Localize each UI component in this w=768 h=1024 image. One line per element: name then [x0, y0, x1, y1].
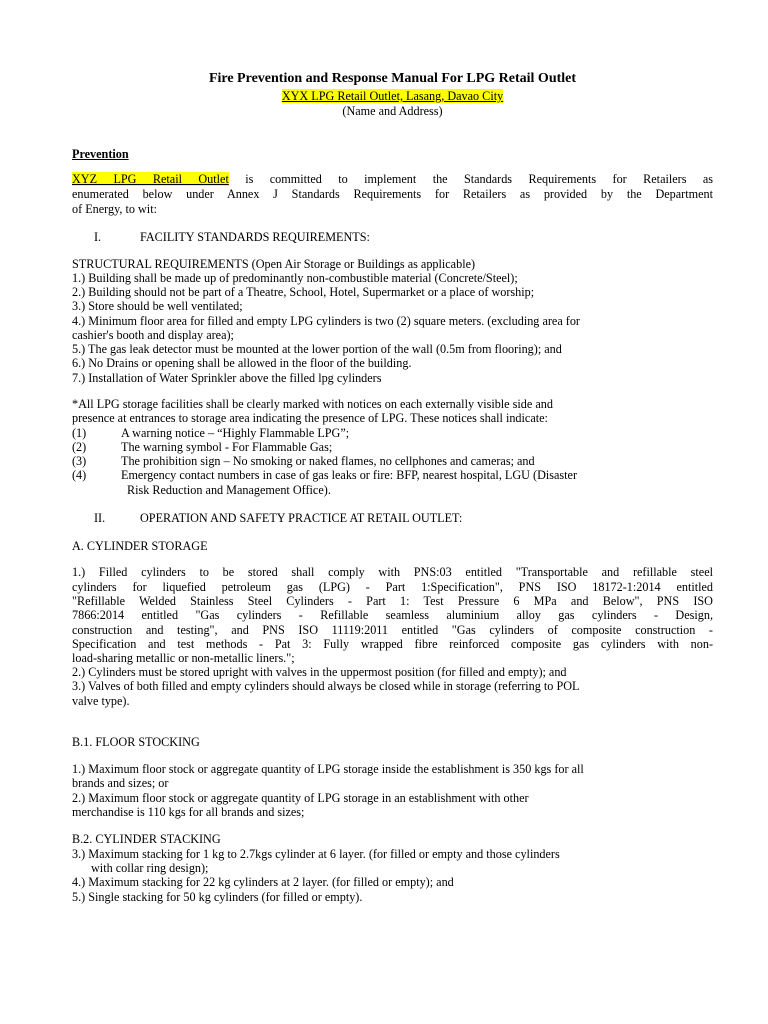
notice-text: The warning symbol - For Flammable Gas; — [121, 440, 333, 454]
structural-item: 1.) Building shall be made up of predominantly non-combustible material (Concrete/Steel); — [72, 271, 518, 285]
floor-stocking-line: 2.) Maximum floor stock or aggregate quantity of LPG storage in an establishment with other — [72, 791, 529, 805]
cylinder-storage-line: Specification and test methods - Pat 3: Fully wrapped fibre reinforced composite gas cylinders with non- — [72, 637, 713, 651]
cylinder-storage-line: 7866:2014 entitled "Gas cylinders - Refillable seamless aluminium alloy gas cylinders - Design, — [72, 608, 713, 622]
cylinder-stacking-line: 3.) Maximum stacking for 1 kg to 2.7kgs cylinder at 6 layer. (for filled or empty and those cylinders — [72, 847, 560, 861]
section-1-numeral: I. — [94, 230, 102, 244]
cylinder-storage-line: 2.) Cylinders must be stored upright with valves in the uppermost position (for filled and empty); and — [72, 665, 567, 679]
name-address-note: (Name and Address) — [342, 104, 443, 118]
structural-item: 7.) Installation of Water Sprinkler above the filled lpg cylinders — [72, 371, 382, 385]
notice-number: (3) — [72, 454, 87, 468]
floor-stocking-line: brands and sizes; or — [72, 776, 169, 790]
notice-paragraph-line1: *All LPG storage facilities shall be clearly marked with notices on each externally visible side and — [72, 397, 553, 411]
structural-item: 6.) No Drains or opening shall be allowed in the floor of the building. — [72, 356, 412, 370]
notice-text: A warning notice – “Highly Flammable LPG”; — [121, 426, 350, 440]
notice-number: (1) — [72, 426, 87, 440]
cylinder-storage-line: 1.) Filled cylinders to be stored shall comply with PNS:03 entitled "Transportable and refillable steel — [72, 565, 713, 579]
prevention-heading: Prevention — [72, 147, 129, 161]
structural-item: cashier's booth and display area); — [72, 328, 234, 342]
structural-item: 5.) The gas leak detector must be mounted at the lower portion of the wall (0.5m from flooring); and — [72, 342, 562, 356]
floor-stocking-heading: B.1. FLOOR STOCKING — [72, 735, 200, 749]
cylinder-storage-line: "Refillable Welded Stainless Steel Cylinders - Part 1: Test Pressure 6 MPa and Below", PNS ISO — [72, 594, 713, 608]
cylinder-stacking-line: 4.) Maximum stacking for 22 kg cylinders at 2 layer. (for filled or empty); and — [72, 875, 454, 889]
outlet-highlight: XYZ LPG Retail Outlet — [72, 172, 229, 186]
notice-number: (2) — [72, 440, 87, 454]
cylinder-stacking-line: with collar ring design); — [91, 861, 209, 875]
structural-item: 2.) Building should not be part of a Theatre, School, Hotel, Supermarket or a place of worship; — [72, 285, 535, 299]
floor-stocking-line: merchandise is 110 kgs for all brands and sizes; — [72, 805, 305, 819]
section-2-numeral: II. — [94, 511, 106, 525]
structural-item: 4.) Minimum floor area for filled and empty LPG cylinders is two (2) square meters. (excluding area for — [72, 314, 580, 328]
cylinder-storage-line: construction and testing", and PNS ISO 11119:2011 entitled "Gas cylinders of composite construction - — [72, 623, 713, 637]
prevention-intro-line1 — [72, 172, 713, 186]
cylinder-storage-heading: A. CYLINDER STORAGE — [72, 539, 208, 553]
outlet-name-address — [72, 89, 713, 103]
notice-number: (4) — [72, 468, 87, 482]
cylinder-stacking-line: 5.) Single stacking for 50 kg cylinders (for filled or empty). — [72, 890, 363, 904]
document-title: Fire Prevention and Response Manual For LPG Retail Outlet — [208, 71, 577, 86]
notice-4-continuation: Risk Reduction and Management Office). — [127, 483, 331, 497]
intro-line1-text: is committed to implement the Standards Requirements for Retailers as — [228, 172, 714, 186]
cylinder-storage-line: load-sharing metallic or non-metallic liners."; — [72, 651, 295, 665]
prevention-intro-line3: of Energy, to wit: — [72, 202, 157, 216]
outlet-name-highlight: XYX LPG Retail Outlet, Lasang, Davao City — [281, 89, 504, 103]
notice-text: The prohibition sign – No smoking or naked flames, no cellphones and cameras; and — [121, 454, 535, 468]
floor-stocking-line: 1.) Maximum floor stock or aggregate quantity of LPG storage inside the establishment is 350 kgs for all — [72, 762, 584, 776]
cylinder-storage-line: valve type). — [72, 694, 130, 708]
section-1-title: FACILITY STANDARDS REQUIREMENTS: — [140, 230, 370, 244]
cylinder-storage-line: 3.) Valves of both filled and empty cylinders should always be closed while in storage (referring to POL — [72, 679, 580, 693]
structural-heading: STRUCTURAL REQUIREMENTS (Open Air Storage or Buildings as applicable) — [72, 257, 476, 271]
notice-paragraph-line2: presence at entrances to storage area indicating the presence of LPG. These notices shall indicate: — [72, 411, 548, 425]
section-2-title: OPERATION AND SAFETY PRACTICE AT RETAIL OUTLET: — [140, 511, 463, 525]
cylinder-storage-line: cylinders for liquefied petroleum gas (LPG) - Part 1:Specification", PNS ISO 18172-1:2014 entitled — [72, 580, 713, 594]
structural-item: 3.) Store should be well ventilated; — [72, 299, 243, 313]
notice-text: Emergency contact numbers in case of gas leaks or fire: BFP, nearest hospital, LGU (Disaster — [121, 468, 578, 482]
prevention-intro-line2: enumerated below under Annex J Standards Requirements for Retailers as provided by the Department — [72, 187, 713, 201]
cylinder-stacking-heading: B.2. CYLINDER STACKING — [72, 832, 221, 846]
